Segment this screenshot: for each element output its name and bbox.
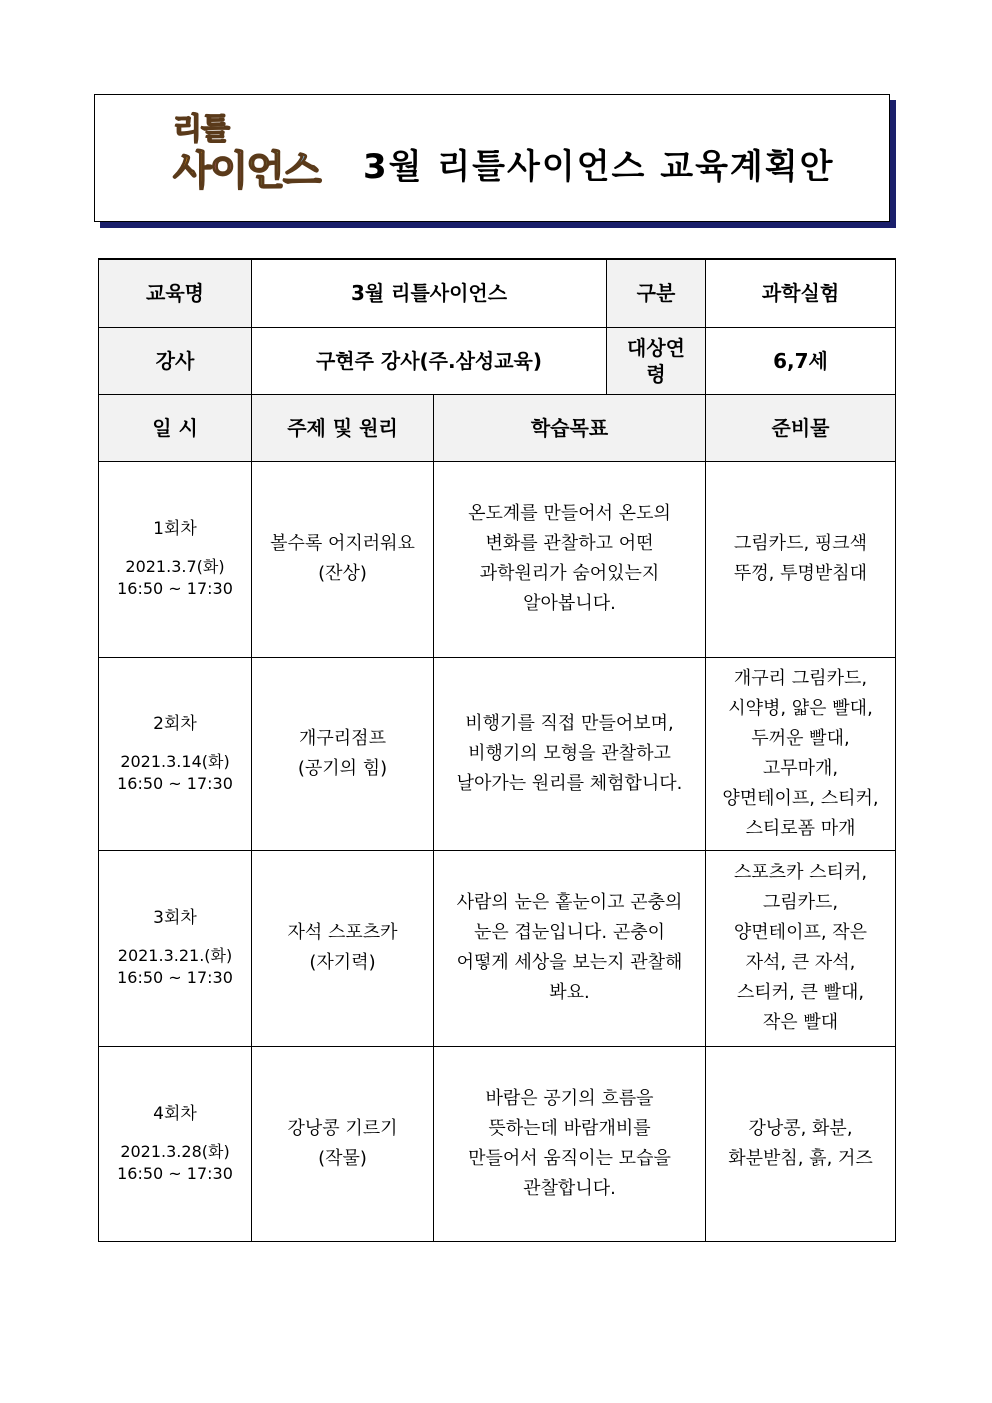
instructor-label: 강사 bbox=[99, 327, 252, 394]
session-rows bbox=[99, 461, 896, 1241]
session-round: 2회차 bbox=[153, 713, 197, 734]
session-materials-line: 그림카드, bbox=[762, 892, 839, 913]
column-header-materials: 준비물 bbox=[706, 394, 896, 461]
session-topic bbox=[252, 1046, 434, 1241]
session-materials-line: 스티커, 큰 빨대, bbox=[736, 982, 865, 1003]
session-materials-line: 강낭콩, 화분, bbox=[748, 1117, 853, 1139]
session-materials-line: 고무마개, bbox=[762, 757, 839, 779]
session-time: 16:50 ~ 17:30 bbox=[117, 579, 233, 598]
age-label bbox=[607, 327, 706, 394]
session-goal-line: 비행기의 모형을 관찰하고 bbox=[468, 742, 671, 764]
session-materials bbox=[706, 850, 896, 1046]
info-row-name bbox=[99, 259, 896, 327]
session-date: 2021.3.7(화) bbox=[125, 557, 225, 576]
title-banner bbox=[94, 94, 890, 222]
session-materials-line: 뚜껑, 투명받침대 bbox=[733, 563, 868, 584]
session-topic-line: 강낭콩 기르기 bbox=[287, 1117, 398, 1139]
session-materials-line: 시약병, 얇은 빨대, bbox=[728, 697, 873, 719]
session-topic-line: 자석 스포츠카 bbox=[287, 922, 398, 943]
session-topic bbox=[252, 657, 434, 850]
session-round: 1회차 bbox=[153, 519, 197, 539]
session-row bbox=[99, 657, 896, 850]
session-materials-line: 두꺼운 빨대, bbox=[751, 727, 850, 749]
session-materials-line: 그림카드, 핑크색 bbox=[733, 533, 868, 554]
session-topic-line: (잔상) bbox=[318, 563, 367, 584]
session-goal-line: 온도계를 만들어서 온도의 bbox=[468, 503, 671, 524]
column-header-topic: 주제 및 원리 bbox=[252, 394, 434, 461]
education-plan-table bbox=[98, 258, 896, 1242]
session-goal-line: 뜻하는데 바람개비를 bbox=[488, 1117, 651, 1139]
column-header-goal: 학습목표 bbox=[434, 394, 706, 461]
logo-bottom-char: 언 bbox=[246, 148, 283, 194]
session-row bbox=[99, 1046, 896, 1241]
session-row bbox=[99, 850, 896, 1046]
category-value: 과학실험 bbox=[706, 259, 896, 327]
session-goal-line: 바람은 공기의 흐름을 bbox=[485, 1087, 654, 1109]
session-materials bbox=[706, 657, 896, 850]
session-topic-line: (공기의 힘) bbox=[297, 757, 388, 779]
session-topic bbox=[252, 850, 434, 1046]
session-date-cell bbox=[99, 657, 252, 850]
session-goal-line: 변화를 관찰하고 어떤 bbox=[485, 533, 654, 554]
age-label-line: 령 bbox=[646, 361, 666, 386]
session-time: 16:50 ~ 17:30 bbox=[117, 1163, 233, 1183]
session-topic-line: (작물) bbox=[318, 1147, 367, 1169]
logo-bottom-char: 이 bbox=[209, 148, 247, 194]
session-goal-line: 날아가는 원리를 체험합니다. bbox=[456, 772, 683, 794]
session-materials-line: 양면테이프, 작은 bbox=[733, 922, 868, 943]
session-row bbox=[99, 461, 896, 657]
session-materials bbox=[706, 1046, 896, 1241]
session-goal-line: 알아봅니다. bbox=[523, 593, 616, 614]
session-materials-line: 자석, 큰 자석, bbox=[745, 952, 856, 973]
column-header-date: 일 시 bbox=[99, 394, 252, 461]
session-topic-line: 볼수록 어지러워요 bbox=[270, 533, 415, 554]
age-label-line: 대상연 bbox=[627, 335, 685, 360]
session-goal-line: 만들어서 움직이는 모습을 bbox=[468, 1147, 671, 1169]
logo-top-text bbox=[173, 113, 229, 147]
session-date: 2021.3.14(화) bbox=[120, 751, 230, 771]
session-goal-line: 과학원리가 숨어있는지 bbox=[479, 563, 660, 584]
age-value: 6,7세 bbox=[706, 327, 896, 394]
session-time: 16:50 ~ 17:30 bbox=[117, 773, 233, 793]
session-topic-line: (자기력) bbox=[309, 952, 376, 973]
session-topic-line: 개구리점프 bbox=[299, 727, 386, 749]
session-round: 4회차 bbox=[153, 1103, 197, 1124]
logo-top-char: 리 bbox=[173, 112, 201, 147]
session-date-cell bbox=[99, 461, 252, 657]
category-label: 구분 bbox=[607, 259, 706, 327]
info-row-instructor bbox=[99, 327, 896, 394]
edu-name-label: 교육명 bbox=[99, 259, 252, 327]
title-box bbox=[94, 94, 890, 222]
session-goal-line: 비행기를 직접 만들어보며, bbox=[465, 712, 674, 734]
session-goal bbox=[434, 461, 706, 657]
session-goal-line: 눈은 겹눈입니다. 곤충이 bbox=[473, 922, 666, 943]
session-materials-line: 스티로폼 마개 bbox=[745, 817, 856, 839]
session-date: 2021.3.28(화) bbox=[120, 1141, 230, 1161]
session-materials-line: 양면테이프, 스티커, bbox=[722, 787, 879, 809]
session-goal bbox=[434, 1046, 706, 1241]
logo-bottom-text bbox=[173, 147, 320, 195]
session-topic bbox=[252, 461, 434, 657]
session-materials-line: 개구리 그림카드, bbox=[733, 667, 868, 689]
session-goal-line: 봐요. bbox=[549, 982, 590, 1003]
session-round: 3회차 bbox=[153, 908, 197, 928]
session-materials-line: 작은 빨대 bbox=[762, 1012, 839, 1033]
logo-top-char: 틀 bbox=[200, 112, 229, 147]
session-date-cell bbox=[99, 850, 252, 1046]
session-goal bbox=[434, 657, 706, 850]
session-materials-line: 스포츠카 스티커, bbox=[733, 862, 868, 883]
session-materials bbox=[706, 461, 896, 657]
session-materials-line: 화분받침, 흙, 거즈 bbox=[728, 1147, 873, 1169]
session-date: 2021.3.21.(화) bbox=[117, 946, 233, 965]
column-header-row bbox=[99, 394, 896, 461]
instructor-value: 구현주 강사(주.삼성교육) bbox=[252, 327, 607, 394]
page-title: 3월 리틀사이언스 교육계획안 bbox=[363, 147, 835, 187]
logo-bottom-char: 스 bbox=[282, 148, 320, 194]
session-goal bbox=[434, 850, 706, 1046]
session-goal-line: 관찰합니다. bbox=[523, 1177, 616, 1199]
session-date-cell bbox=[99, 1046, 252, 1241]
little-science-logo bbox=[173, 113, 343, 203]
logo-bottom-char: 사 bbox=[173, 148, 210, 194]
session-goal-line: 사람의 눈은 홑눈이고 곤충의 bbox=[456, 892, 683, 913]
session-goal-line: 어떻게 세상을 보는지 관찰해 bbox=[456, 952, 683, 973]
session-time: 16:50 ~ 17:30 bbox=[117, 968, 233, 987]
edu-name-value: 3월 리틀사이언스 bbox=[252, 259, 607, 327]
